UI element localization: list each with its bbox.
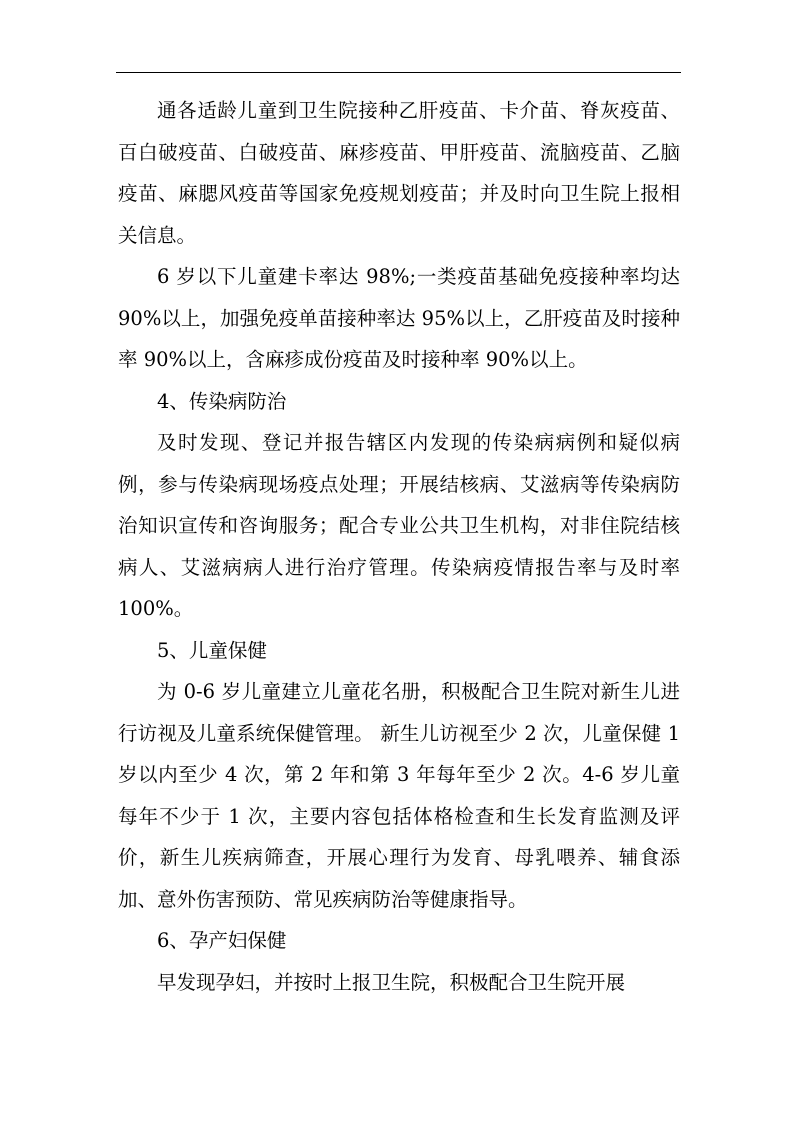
header-rule [116, 72, 681, 73]
paragraph-vaccination-notice: 通各适龄儿童到卫生院接种乙肝疫苗、卡介苗、脊灰疫苗、百白破疫苗、白破疫苗、麻疹疫苗、甲肝疫苗、流脑疫苗、乙脑疫苗、麻腮风疫苗等国家免疫规划疫苗；并及时向卫生院上报相关信息。 [118, 99, 680, 247]
section-heading-infectious-disease: 4、传染病防治 [157, 389, 287, 413]
document-body [118, 90, 680, 1003]
paragraph-vaccination-rates: 6 岁以下儿童建卡率达 98%;一类疫苗基础免疫接种率均达 90%以上，加强免疫单苗接种率达 95%以上，乙肝疫苗及时接种率 90%以上，含麻疹成份疫苗及时接种率 90%以上。 [118, 265, 680, 371]
paragraph-maternal-health: 早发现孕妇，并按时上报卫生院，积极配合卫生院开展 [157, 970, 626, 994]
paragraph-infectious-disease: 及时发现、登记并报告辖区内发现的传染病病例和疑似病例，参与传染病现场疫点处理；开展结核病、艾滋病等传染病防治知识宣传和咨询服务；配合专业公共卫生机构，对非住院结核病人、艾滋病病人进行治疗管理。传染病疫情报告率与及时率 100%。 [118, 431, 680, 620]
paragraph-child-health: 为 0-6 岁儿童建立儿童花名册，积极配合卫生院对新生儿进行访视及儿童系统保健管理。 新生儿访视至少 2 次，儿童保健 1 岁以内至少 4 次，第 2 年和第 3 年每年至少 2 次。4-6 岁儿童每年不少于 1 次，主要内容包括体格检查和生长发育监测及评价，新生儿疾病筛查，开展心理行为发育、母乳喂养、辅食添加、意外伤害预防、常见疾病防治等健康指导。 [118, 680, 680, 911]
section-heading-maternal-health: 6、孕产妇保健 [157, 929, 287, 952]
section-heading-child-health: 5、儿童保健 [157, 638, 267, 662]
